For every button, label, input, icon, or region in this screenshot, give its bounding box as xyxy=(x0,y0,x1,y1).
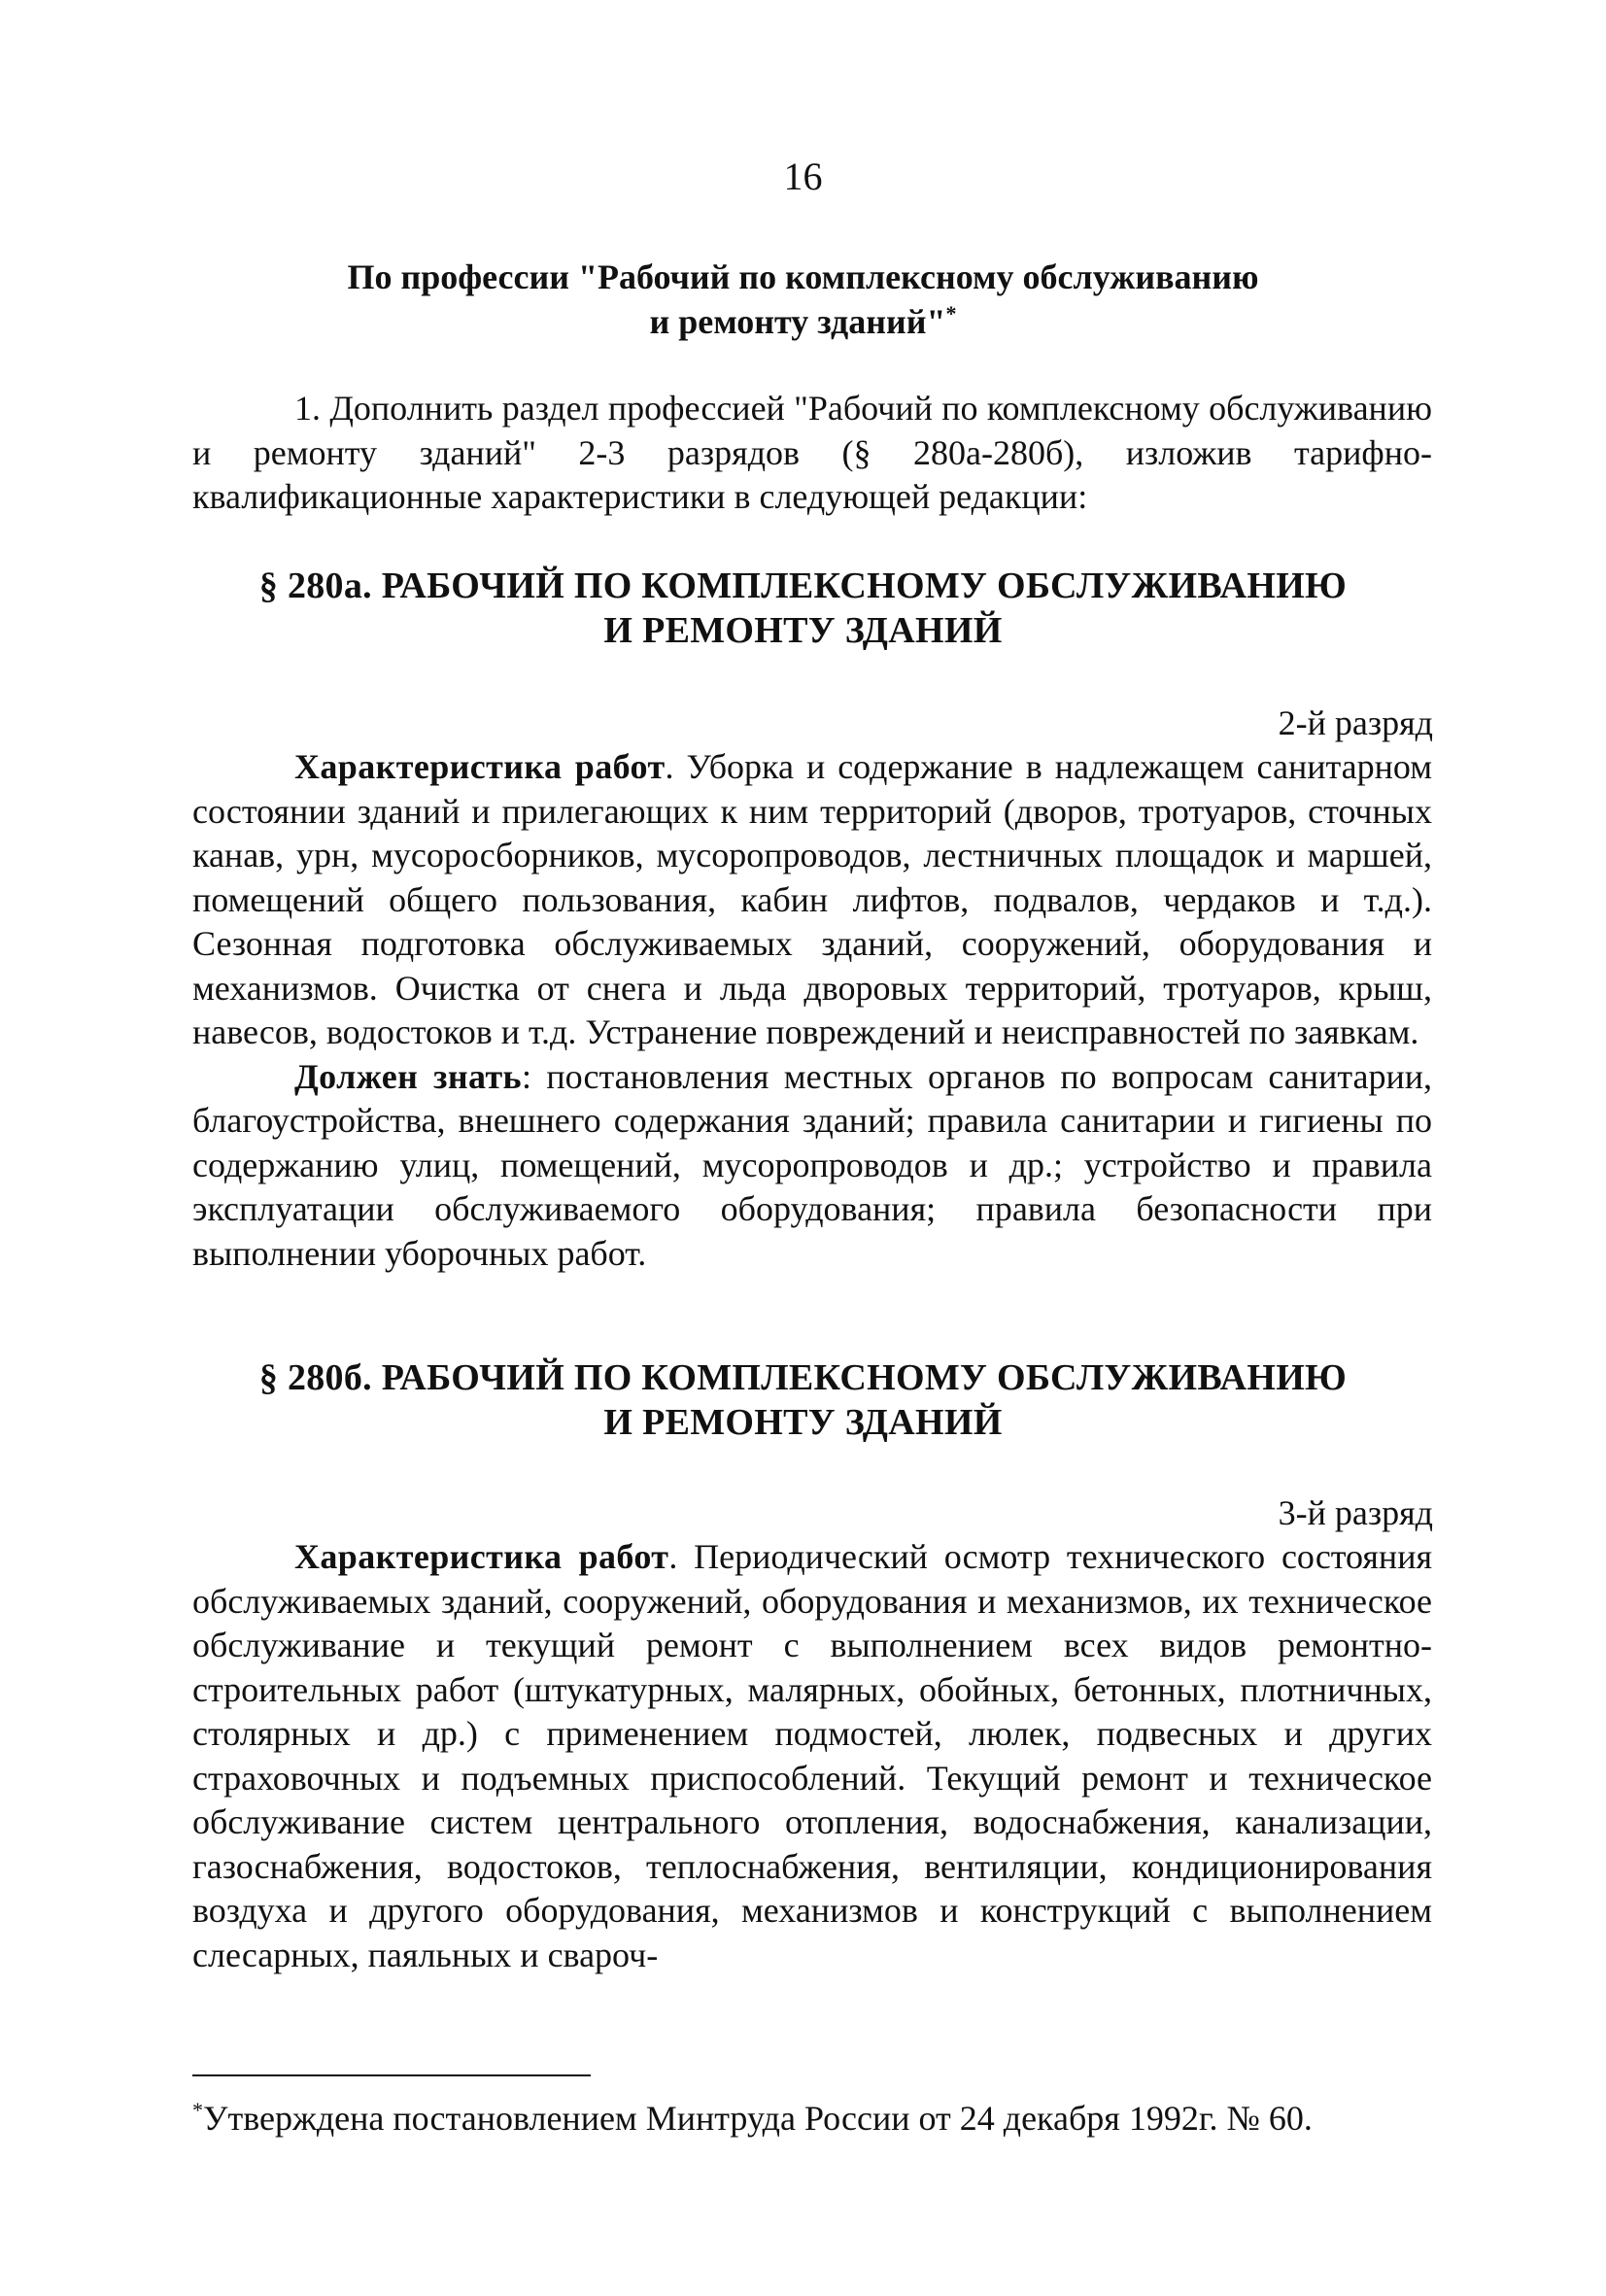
section-280a-grade: 2-й разряд xyxy=(1278,703,1433,742)
footnote-mark: * xyxy=(192,2098,203,2122)
footnote-text: Утверждена постановлением Минтруда России от 24 декабря 1992г. № 60. xyxy=(203,2099,1313,2138)
section-280b-heading xyxy=(0,1355,1606,1445)
section-280a-work-paragraph xyxy=(192,745,1432,1055)
section-280b-heading-line-1: § 280б. РАБОЧИЙ ПО КОМПЛЕКСНОМУ ОБСЛУЖИВАНИЮ xyxy=(258,1357,1348,1398)
section-280b-heading-line-2: И РЕМОНТУ ЗДАНИЙ xyxy=(603,1402,1003,1443)
intro-paragraph xyxy=(192,387,1432,520)
title-footnote-mark: * xyxy=(945,301,957,326)
section-280b-body xyxy=(192,1535,1432,1977)
section-280b-work-paragraph xyxy=(192,1535,1432,1977)
intro-text: 1. Дополнить раздел профессией "Рабочий по комплексному обслуживанию и ремонту зданий" 2-3 разрядов (§ 280а-280б), изложив тарифно-квалификационные характеристики в следующей редакции: xyxy=(192,389,1432,516)
section-280a-heading-line-2: И РЕМОНТУ ЗДАНИЙ xyxy=(603,610,1003,651)
section-280a-heading xyxy=(0,564,1606,653)
section-280b-grade: 3-й разряд xyxy=(1278,1493,1433,1532)
section-280a-knowledge-paragraph xyxy=(192,1055,1432,1277)
footnote xyxy=(192,2097,1446,2140)
section-280a-heading-line-1: § 280а. РАБОЧИЙ ПО КОМПЛЕКСНОМУ ОБСЛУЖИВАНИЮ xyxy=(258,565,1348,606)
section-280b-work-text: . Периодический осмотр технического состояния обслуживаемых зданий, сооружений, оборудования и механизмов, их техническое обслуживание и текущий ремонт с выполнением всех видов ремонтно-строительных работ (штукатурных, малярных, обойных, бетонных, плотничных, столярных и др.) с применением подмостей, люлек, подвесных и других страховочных и подъемных приспособлений. Текущий ремонт и техническое обслуживание систем центрального отопления, водоснабжения, канализации, газоснабжения, водостоков, теплоснабжения, вентиляции, кондиционирования воздуха и другого оборудования, механизмов и конструкций с выполнением слесарных, паяльных и свароч- xyxy=(192,1537,1433,1974)
document-title xyxy=(0,255,1606,344)
section-280b-work-term: Характеристика работ xyxy=(294,1537,669,1576)
page-number: 16 xyxy=(783,154,823,198)
title-line-2 xyxy=(0,299,1606,344)
footnote-divider xyxy=(192,2074,591,2076)
section-280a-body xyxy=(192,745,1432,1276)
section-280a-knowledge-text: : постановления местных органов по вопросам санитарии, благоустройства, внешнего содержания зданий; правила санитарии и гигиены по содержанию улиц, помещений, мусоропроводов и др.; устройство и правила эксплуатации обслуживаемого оборудования; правила безопасности при выполнении уборочных работ. xyxy=(192,1056,1432,1273)
section-280a-knowledge-term: Должен знать xyxy=(294,1056,522,1096)
section-280a-work-term: Характеристика работ xyxy=(294,747,666,786)
title-line-2-text: и ремонту зданий" xyxy=(649,302,946,341)
section-280a-work-text: . Уборка и содержание в надлежащем санитарном состоянии зданий и прилегающих к ним территорий (дворов, тротуаров, сточных канав, урн, мусоросборников, мусоропроводов, лестничных площадок и маршей, помещений общего пользования, кабин лифтов, подвалов, чердаков и т.д.). Сезонная подготовка обслуживаемых зданий, сооружений, оборудования и механизмов. Очистка от снега и льда дворовых территорий, тротуаров, крыш, навесов, водостоков и т.д. Устранение повреждений и неисправностей по заявкам. xyxy=(192,747,1432,1051)
title-line-1: По профессии "Рабочий по комплексному обслуживанию xyxy=(347,257,1259,296)
